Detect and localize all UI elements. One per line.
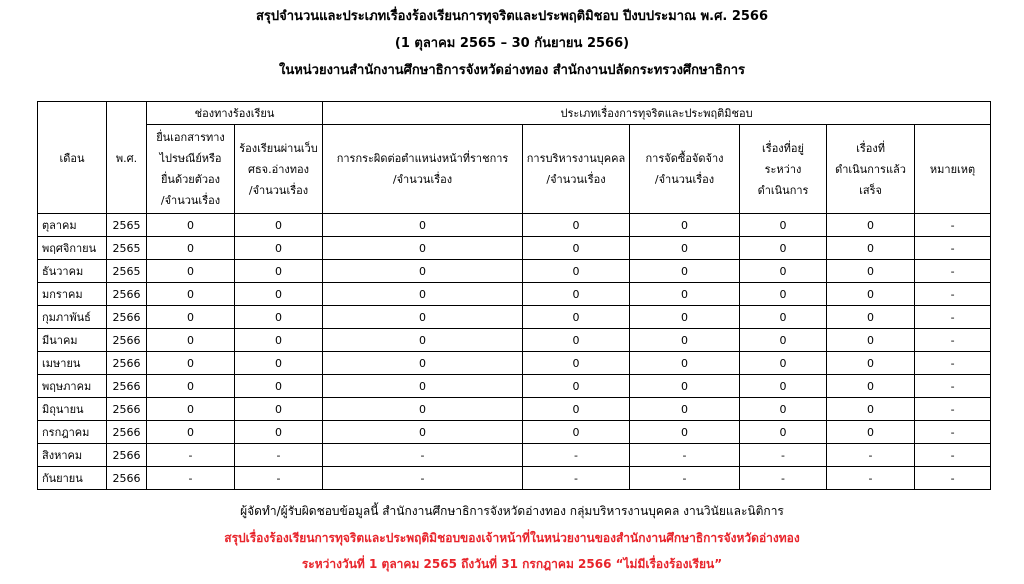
cell-completed-count: 0 xyxy=(827,421,915,444)
table-row xyxy=(38,444,991,467)
table-row xyxy=(38,260,991,283)
cell-procurement-count: - xyxy=(630,444,740,467)
header-line: ไปรษณีย์หรือ xyxy=(159,152,222,165)
cell-in-progress-count: 0 xyxy=(740,283,827,306)
cell-completed-count: 0 xyxy=(827,283,915,306)
cell-mail-count: 0 xyxy=(147,214,235,237)
cell-procurement-count: 0 xyxy=(630,375,740,398)
cell-mail-count: 0 xyxy=(147,375,235,398)
cell-completed-count: - xyxy=(827,467,915,490)
cell-misconduct-count: 0 xyxy=(323,329,523,352)
cell-year: 2566 xyxy=(107,467,147,490)
report-agency: ในหน่วยงานสำนักงานศึกษาธิการจังหวัดอ่างทอง สำนักงานปลัดกระทรวงศึกษาธิการ xyxy=(278,63,746,78)
cell-procurement-count: 0 xyxy=(630,283,740,306)
cell-year: 2566 xyxy=(107,329,147,352)
table-row xyxy=(38,398,991,421)
cell-completed-count: 0 xyxy=(827,260,915,283)
report-period: (1 ตุลาคม 2565 – 30 กันยายน 2566) xyxy=(394,36,630,51)
header-type-in-progress xyxy=(740,125,827,214)
cell-remark: - xyxy=(915,444,991,467)
cell-misconduct-count: - xyxy=(323,467,523,490)
header-type-misconduct xyxy=(323,125,523,214)
header-type-procurement xyxy=(630,125,740,214)
cell-personnel-count: 0 xyxy=(523,375,630,398)
cell-personnel-count: 0 xyxy=(523,352,630,375)
cell-in-progress-count: 0 xyxy=(740,214,827,237)
cell-web-count: 0 xyxy=(235,260,323,283)
table-body xyxy=(38,214,991,490)
cell-month: สิงหาคม xyxy=(38,444,107,467)
cell-in-progress-count: - xyxy=(740,444,827,467)
cell-in-progress-count: 0 xyxy=(740,260,827,283)
cell-in-progress-count: - xyxy=(740,467,827,490)
cell-personnel-count: - xyxy=(523,467,630,490)
cell-remark: - xyxy=(915,375,991,398)
cell-mail-count: 0 xyxy=(147,283,235,306)
cell-web-count: - xyxy=(235,444,323,467)
cell-personnel-count: 0 xyxy=(523,214,630,237)
cell-in-progress-count: 0 xyxy=(740,421,827,444)
cell-mail-count: 0 xyxy=(147,329,235,352)
cell-remark: - xyxy=(915,421,991,444)
cell-completed-count: 0 xyxy=(827,329,915,352)
header-line: การจัดซื้อจัดจ้าง xyxy=(645,152,724,165)
cell-year: 2566 xyxy=(107,306,147,329)
cell-year: 2565 xyxy=(107,214,147,237)
cell-year: 2565 xyxy=(107,260,147,283)
cell-remark: - xyxy=(915,260,991,283)
table-row xyxy=(38,306,991,329)
cell-month: มกราคม xyxy=(38,283,107,306)
table-row xyxy=(38,421,991,444)
responsible-note: ผู้จัดทำ/ผู้รับผิดชอบข้อมูลนี้ สำนักงานศึกษาธิการจังหวัดอ่างทอง กลุ่มบริหารงานบุคคล งานวินัยและนิติการ xyxy=(240,504,784,518)
cell-procurement-count: 0 xyxy=(630,214,740,237)
cell-remark: - xyxy=(915,329,991,352)
cell-mail-count: 0 xyxy=(147,260,235,283)
table-row xyxy=(38,467,991,490)
header-year: พ.ศ. xyxy=(107,102,147,214)
table-row xyxy=(38,214,991,237)
cell-procurement-count: 0 xyxy=(630,421,740,444)
cell-personnel-count: 0 xyxy=(523,260,630,283)
cell-procurement-count: 0 xyxy=(630,329,740,352)
header-line: ดำเนินการแล้ว xyxy=(835,162,906,176)
cell-month: กรกฎาคม xyxy=(38,421,107,444)
cell-completed-count: 0 xyxy=(827,352,915,375)
cell-personnel-count: 0 xyxy=(523,398,630,421)
header-type-completed xyxy=(827,125,915,214)
cell-personnel-count: 0 xyxy=(523,329,630,352)
cell-year: 2566 xyxy=(107,375,147,398)
cell-misconduct-count: 0 xyxy=(323,260,523,283)
cell-in-progress-count: 0 xyxy=(740,329,827,352)
header-line: การกระผิดต่อตำแหน่งหน้าที่ราชการ xyxy=(336,152,509,165)
cell-remark: - xyxy=(915,352,991,375)
cell-remark: - xyxy=(915,467,991,490)
cell-year: 2565 xyxy=(107,237,147,260)
header-line: การบริหารงานบุคคล xyxy=(526,152,626,165)
cell-procurement-count: 0 xyxy=(630,306,740,329)
cell-year: 2566 xyxy=(107,352,147,375)
cell-in-progress-count: 0 xyxy=(740,352,827,375)
header-remark: หมายเหตุ xyxy=(915,125,991,214)
table-row xyxy=(38,375,991,398)
cell-month: มีนาคม xyxy=(38,329,107,352)
cell-month: เมษายน xyxy=(38,352,107,375)
cell-web-count: 0 xyxy=(235,283,323,306)
table-row xyxy=(38,283,991,306)
cell-misconduct-count: 0 xyxy=(323,398,523,421)
cell-in-progress-count: 0 xyxy=(740,306,827,329)
cell-web-count: 0 xyxy=(235,306,323,329)
cell-personnel-count: 0 xyxy=(523,421,630,444)
header-line: ยื่นด้วยตัวอง xyxy=(160,173,221,186)
cell-remark: - xyxy=(915,214,991,237)
header-line: ศธจ.อ่างทอง xyxy=(247,162,310,176)
cell-misconduct-count: 0 xyxy=(323,306,523,329)
cell-remark: - xyxy=(915,306,991,329)
header-month: เดือน xyxy=(38,102,107,214)
cell-mail-count: 0 xyxy=(147,237,235,260)
header-channel-mail xyxy=(147,125,235,214)
cell-personnel-count: 0 xyxy=(523,283,630,306)
cell-misconduct-count: 0 xyxy=(323,283,523,306)
cell-misconduct-count: 0 xyxy=(323,375,523,398)
complaints-table xyxy=(37,101,991,490)
cell-mail-count: 0 xyxy=(147,398,235,421)
cell-mail-count: - xyxy=(147,467,235,490)
header-line: /จำนวนเรื่อง xyxy=(160,194,221,207)
header-line: ร้องเรียนผ่านเว็บ xyxy=(239,141,318,155)
cell-month: ธันวาคม xyxy=(38,260,107,283)
header-line: /จำนวนเรื่อง xyxy=(546,173,606,186)
cell-year: 2566 xyxy=(107,444,147,467)
header-line: /จำนวนเรื่อง xyxy=(654,173,715,186)
summary-line-1: สรุปเรื่องร้องเรียนการทุจริตและประพฤติมิชอบของเจ้าหน้าที่ในหน่วยงานของสำนักงานศึกษาธิการจังหวัดอ่างทอง xyxy=(224,531,800,545)
cell-web-count: 0 xyxy=(235,398,323,421)
cell-web-count: 0 xyxy=(235,214,323,237)
cell-year: 2566 xyxy=(107,398,147,421)
cell-month: พฤศจิกายน xyxy=(38,237,107,260)
header-channel-web xyxy=(235,125,323,214)
summary-line-2: ระหว่างวันที่ 1 ตุลาคม 2565 ถึงวันที่ 31 กรกฎาคม 2566 “ไม่มีเรื่องร้องเรียน” xyxy=(301,557,723,571)
cell-web-count: - xyxy=(235,467,323,490)
table-row xyxy=(38,352,991,375)
cell-procurement-count: 0 xyxy=(630,260,740,283)
cell-mail-count: 0 xyxy=(147,306,235,329)
header-line: เรื่องที่อยู่ xyxy=(762,141,804,155)
cell-procurement-count: 0 xyxy=(630,398,740,421)
cell-completed-count: 0 xyxy=(827,375,915,398)
cell-mail-count: 0 xyxy=(147,352,235,375)
header-line: /จำนวนเรื่อง xyxy=(248,183,309,197)
cell-in-progress-count: 0 xyxy=(740,375,827,398)
cell-misconduct-count: 0 xyxy=(323,237,523,260)
cell-completed-count: 0 xyxy=(827,214,915,237)
cell-month: กันยายน xyxy=(38,467,107,490)
cell-remark: - xyxy=(915,237,991,260)
header-line: เรื่องที่ xyxy=(856,141,885,155)
header-line: ระหว่าง xyxy=(764,162,802,176)
cell-mail-count: - xyxy=(147,444,235,467)
cell-month: มิถุนายน xyxy=(38,398,107,421)
header-line: /จำนวนเรื่อง xyxy=(392,173,453,186)
cell-procurement-count: 0 xyxy=(630,237,740,260)
cell-personnel-count: 0 xyxy=(523,237,630,260)
cell-completed-count: 0 xyxy=(827,237,915,260)
cell-year: 2566 xyxy=(107,283,147,306)
cell-misconduct-count: - xyxy=(323,444,523,467)
cell-remark: - xyxy=(915,283,991,306)
header-type-personnel xyxy=(523,125,630,214)
cell-completed-count: - xyxy=(827,444,915,467)
header-line: ดำเนินการ xyxy=(757,183,809,197)
cell-month: กุมภาพันธ์ xyxy=(38,306,107,329)
cell-misconduct-count: 0 xyxy=(323,421,523,444)
cell-month: พฤษภาคม xyxy=(38,375,107,398)
cell-completed-count: 0 xyxy=(827,398,915,421)
cell-year: 2566 xyxy=(107,421,147,444)
cell-personnel-count: 0 xyxy=(523,306,630,329)
cell-misconduct-count: 0 xyxy=(323,214,523,237)
cell-web-count: 0 xyxy=(235,375,323,398)
cell-in-progress-count: 0 xyxy=(740,237,827,260)
table-row xyxy=(38,237,991,260)
cell-web-count: 0 xyxy=(235,329,323,352)
cell-in-progress-count: 0 xyxy=(740,398,827,421)
cell-personnel-count: - xyxy=(523,444,630,467)
header-group-types: ประเภทเรื่องการทุจริตและประพฤติมิชอบ xyxy=(323,102,991,125)
header-line: ยื่นเอกสารทาง xyxy=(156,131,225,144)
cell-web-count: 0 xyxy=(235,237,323,260)
cell-procurement-count: - xyxy=(630,467,740,490)
cell-web-count: 0 xyxy=(235,352,323,375)
table-row xyxy=(38,329,991,352)
report-title: สรุปจำนวนและประเภทเรื่องร้องเรียนการทุจริตและประพฤติมิชอบ ปีงบประมาณ พ.ศ. 2566 xyxy=(255,9,769,24)
cell-procurement-count: 0 xyxy=(630,352,740,375)
header-group-channels: ช่องทางร้องเรียน xyxy=(147,102,323,125)
cell-completed-count: 0 xyxy=(827,306,915,329)
header-line: เสร็จ xyxy=(859,183,882,197)
cell-web-count: 0 xyxy=(235,421,323,444)
cell-remark: - xyxy=(915,398,991,421)
cell-misconduct-count: 0 xyxy=(323,352,523,375)
cell-month: ตุลาคม xyxy=(38,214,107,237)
cell-mail-count: 0 xyxy=(147,421,235,444)
